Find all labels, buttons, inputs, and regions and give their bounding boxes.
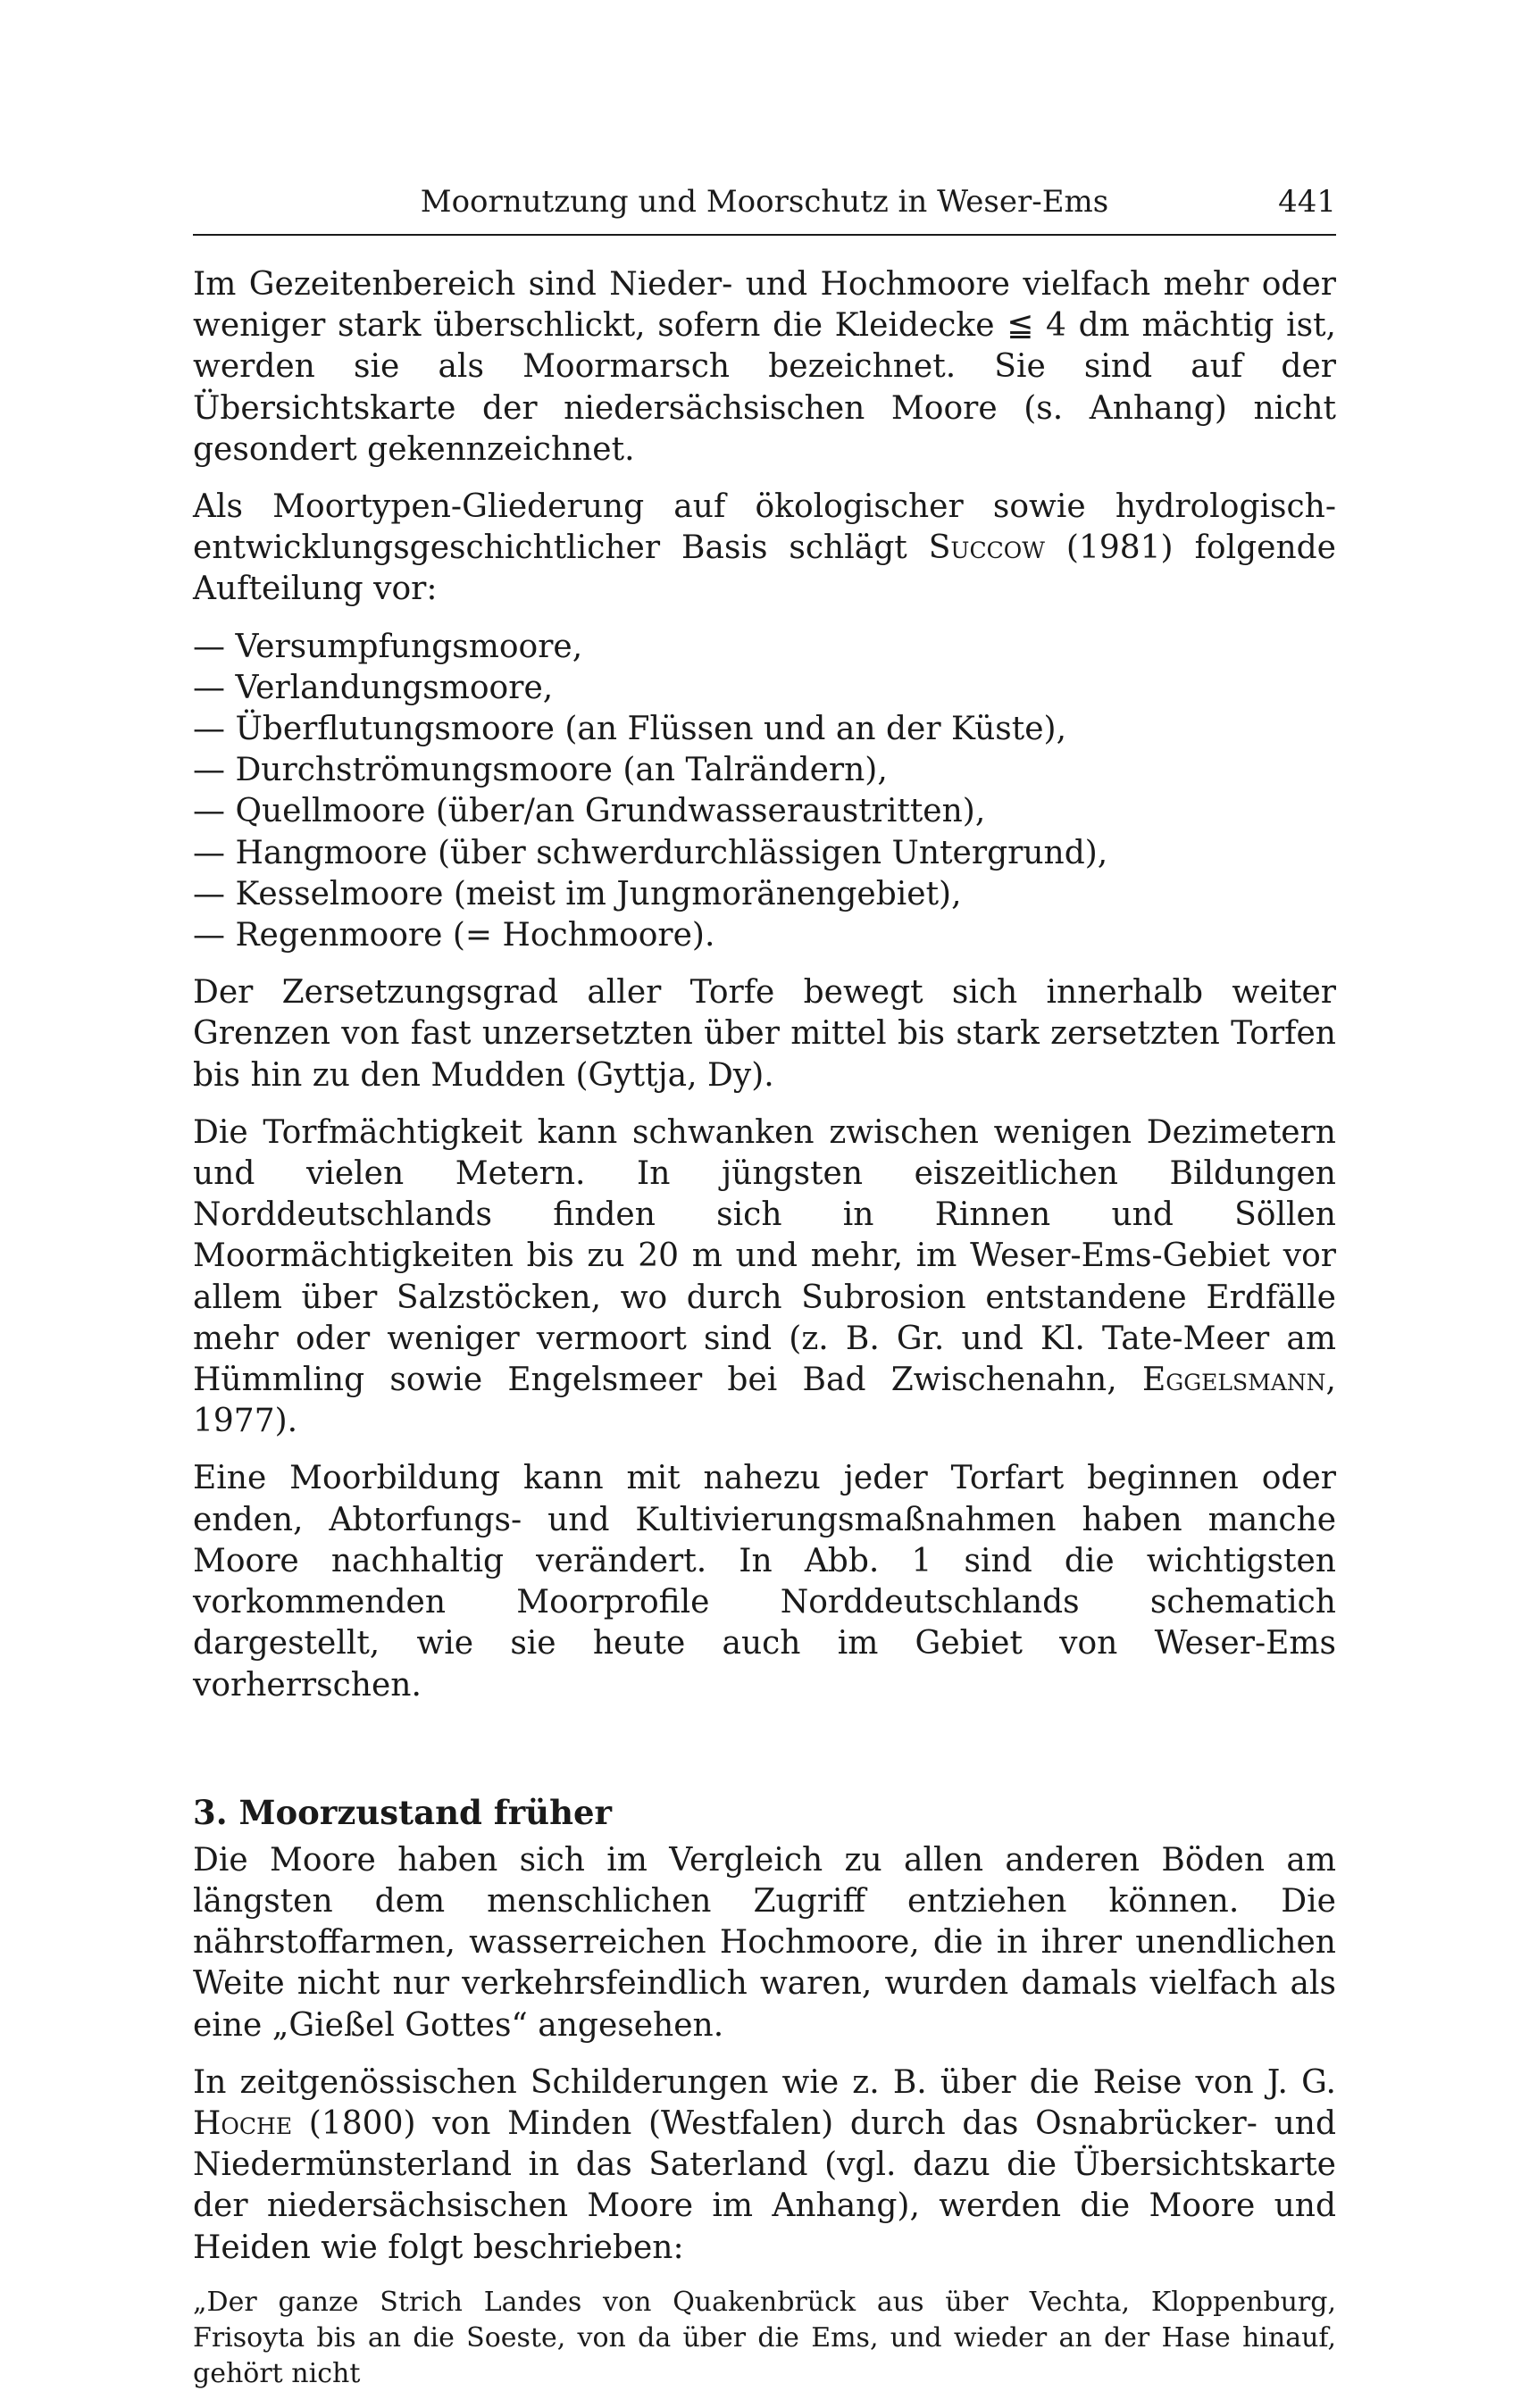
body-text <box>193 264 1336 2408</box>
section-heading: 3. Moorzustand früher <box>193 1792 613 1832</box>
running-header <box>193 182 1336 221</box>
list-item: — Hangmoore (über schwerdurchlässigen Untergrund), <box>193 834 1108 871</box>
author-eggelsmann: Eggelsmann <box>1141 1362 1326 1399</box>
header-rule <box>193 234 1336 236</box>
running-title: Moornutzung und Moorschutz in Weser-Ems <box>420 184 1109 220</box>
paragraph-4-text-a: Die Torfmächtigkeit kann schwanken zwischen wenigen Dezimetern und vielen Metern. In jüngsten eiszeitlichen Bildungen Norddeutschlands finden sich in Rinnen und Söllen Moormächtigkeiten bis zu 20 m und mehr, im Weser-Ems-Gebiet vor allem über Salzstöcken, wo durch Subrosion entstandene Erdfälle mehr oder weniger vermoort sind (z. B. Gr. und Kl. Tate-Meer am Hümmling sowie Engelsmeer bei Bad Zwischenahn, <box>193 1113 1336 1399</box>
list-item: — Kesselmoore (meist im Jungmoränengebiet), <box>193 875 962 912</box>
paragraph-2-text-a: Als Moortypen-Gliederung auf ökologischer sowie hydrologisch-entwicklungsgeschichtlicher Basis schlägt <box>193 488 1336 567</box>
paragraph-7 <box>193 2062 1336 2269</box>
moor-type-list <box>193 627 1336 957</box>
paragraph-7-text-a: In zeitgenössischen Schilderungen wie z. B. über die Reise von J. G. <box>193 2063 1336 2101</box>
paragraph-2-text-b: (1981) folgende Aufteilung vor: <box>193 529 1336 608</box>
list-item: — Quellmoore (über/an Grundwasseraustritten), <box>193 793 986 830</box>
list-item: — Regenmoore (= Hochmoore). <box>193 917 715 954</box>
paragraph-6: Die Moore haben sich im Vergleich zu allen anderen Böden am längsten dem menschlichen Zugriff entziehen können. Die nährstoffarmen, wasserreichen Hochmoore, die in ihrer unendlichen Weite nicht nur verkehrsfeindlich waren, wurden damals vielfach als eine „Gießel Gottes“ angesehen. <box>193 1841 1336 2044</box>
author-hoche: Hoche <box>193 2104 293 2142</box>
paragraph-7-text-b: (1800) von Minden (Westfalen) durch das Osnabrücker- und Niedermünsterland in das Saterland (vgl. dazu die Übersichtskarte der niedersächsischen Moore im Anhang), werden die Moore und Heiden wie folgt beschrieben: <box>193 2104 1336 2266</box>
block-quote: „Der ganze Strich Landes von Quakenbrück aus über Vechta, Kloppenburg, Frisoyta bis an die Soeste, von da über die Ems, und wieder an der Hase hinauf, gehört nicht <box>193 2286 1336 2389</box>
paragraph-2 <box>193 487 1336 611</box>
paragraph-4-text-b: , 1977). <box>193 1362 1336 1440</box>
page-number: 441 <box>1278 184 1336 220</box>
list-item: — Verlandungsmoore, <box>193 669 554 706</box>
list-item: — Überflutungsmoore (an Flüssen und an der Küste), <box>193 711 1067 748</box>
list-item: — Durchströmungsmoore (an Talrändern), <box>193 752 888 789</box>
list-item: — Versumpfungsmoore, <box>193 628 583 665</box>
author-succow: Succow <box>928 529 1045 567</box>
paragraph-3: Der Zersetzungsgrad aller Torfe bewegt sich innerhalb weiter Grenzen von fast unzersetzten über mittel bis stark zersetzten Torfen bis hin zu den Mudden (Gyttja, Dy). <box>193 974 1336 1094</box>
paragraph-5: Eine Moorbildung kann mit nahezu jeder Torfart beginnen oder enden, Abtorfungs- und Kultivierungsmaßnahmen haben manche Moore nachhaltig verändert. In Abb. 1 sind die wichtigsten vorkommenden Moorprofile Norddeutschlands schematich dargestellt, wie sie heute auch im Gebiet von Weser-Ems vorherrschen. <box>193 1460 1336 1704</box>
paragraph-1: Im Gezeitenbereich sind Nieder- und Hochmoore vielfach mehr oder weniger stark überschlickt, sofern die Kleidecke ≦ 4 dm mächtig ist, werden sie als Moormarsch bezeichnet. Sie sind auf der Übersichtskarte der niedersächsischen Moore (s. Anhang) nicht gesondert gekennzeichnet. <box>193 266 1336 468</box>
paragraph-4 <box>193 1112 1336 1443</box>
